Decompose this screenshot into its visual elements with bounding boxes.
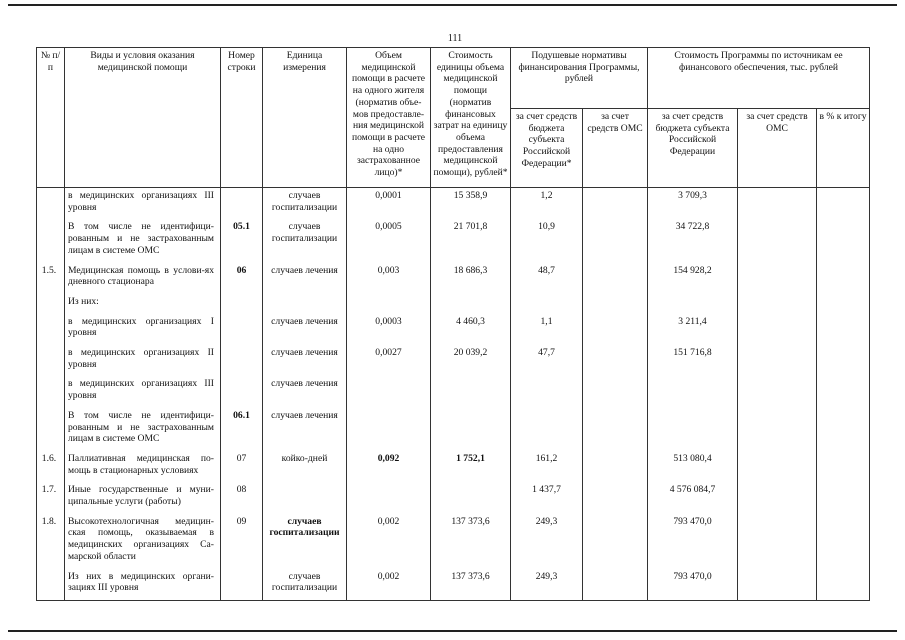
- cell-row: 09: [221, 514, 263, 569]
- table-row: [37, 314, 870, 345]
- cell-pc-budget: 1 437,7: [511, 482, 583, 513]
- cell-pc-budget: 10,9: [511, 219, 583, 262]
- cell-no: [37, 408, 65, 451]
- cell-prog-pct: [817, 451, 870, 482]
- cell-name: в медицинских организациях III уровня: [65, 188, 221, 220]
- cell-row: [221, 345, 263, 376]
- cell-name: Иные государственные и муни-ципальные услуги (работы): [65, 482, 221, 513]
- cell-prog-oms: [738, 294, 817, 314]
- cell-pc-budget: 1,2: [511, 188, 583, 220]
- cell-prog-pct: [817, 514, 870, 569]
- cell-volume: [347, 408, 431, 451]
- cell-prog-pct: [817, 376, 870, 407]
- cell-unit: случаев госпитализации: [263, 514, 347, 569]
- cell-no: [37, 569, 65, 601]
- cell-unit: койко-дней: [263, 451, 347, 482]
- cell-prog-oms: [738, 219, 817, 262]
- cell-volume: [347, 482, 431, 513]
- cell-unit: случаев лечения: [263, 314, 347, 345]
- cell-prog-budget: [648, 376, 738, 407]
- cell-prog-oms: [738, 376, 817, 407]
- table-row: [37, 294, 870, 314]
- cell-prog-budget: 793 470,0: [648, 514, 738, 569]
- cell-unit: [263, 482, 347, 513]
- cell-row: [221, 314, 263, 345]
- page-number: 111: [447, 33, 463, 44]
- cell-cost: 4 460,3: [431, 314, 511, 345]
- cell-unit: случаев госпитализации: [263, 219, 347, 262]
- cell-pc-budget: [511, 294, 583, 314]
- cell-pc-oms: [583, 314, 648, 345]
- table-row: [37, 263, 870, 294]
- cell-pc-budget: [511, 376, 583, 407]
- cell-pc-oms: [583, 345, 648, 376]
- cell-prog-oms: [738, 345, 817, 376]
- cell-prog-oms: [738, 451, 817, 482]
- cell-no: [37, 314, 65, 345]
- cell-prog-pct: [817, 188, 870, 220]
- cell-volume: [347, 376, 431, 407]
- cell-pc-oms: [583, 294, 648, 314]
- cell-name: в медицинских организациях II уровня: [65, 345, 221, 376]
- cell-cost: 1 752,1: [431, 451, 511, 482]
- header-prog-pct: в % к итогу: [817, 109, 870, 188]
- cell-prog-budget: 34 722,8: [648, 219, 738, 262]
- cell-unit: случаев лечения: [263, 263, 347, 294]
- header-pc-budget: за счет средств бюджета субъекта Российской Федерации*: [511, 109, 583, 188]
- cell-no: [37, 219, 65, 262]
- program-cost-table: [36, 47, 870, 601]
- header-types: Виды и условия оказания медицинской помощи: [65, 48, 221, 188]
- header-cost: Стоимость единицы объема медицинской помощи (норматив финансовых затрат на единицу объема предоставления медицинской помощи), рублей*: [431, 48, 511, 188]
- cell-prog-pct: [817, 408, 870, 451]
- cell-pc-budget: [511, 408, 583, 451]
- cell-prog-pct: [817, 314, 870, 345]
- cell-cost: 137 373,6: [431, 514, 511, 569]
- cell-name: Из них:: [65, 294, 221, 314]
- cell-prog-budget: 3 709,3: [648, 188, 738, 220]
- cell-pc-oms: [583, 514, 648, 569]
- cell-row: [221, 569, 263, 601]
- cell-no: [37, 294, 65, 314]
- cell-cost: [431, 408, 511, 451]
- cell-pc-budget: 249,3: [511, 569, 583, 601]
- table-row: [37, 188, 870, 220]
- cell-prog-oms: [738, 569, 817, 601]
- cell-cost: 20 039,2: [431, 345, 511, 376]
- table-row: [37, 345, 870, 376]
- table-row: [37, 569, 870, 601]
- cell-prog-oms: [738, 188, 817, 220]
- cell-name: В том числе не идентифици-рованным и не застрахованным лицам в системе ОМС: [65, 219, 221, 262]
- cell-no: [37, 188, 65, 220]
- cell-no: [37, 345, 65, 376]
- cell-prog-pct: [817, 482, 870, 513]
- cell-prog-pct: [817, 219, 870, 262]
- cell-volume: 0,0003: [347, 314, 431, 345]
- cell-unit: случаев лечения: [263, 345, 347, 376]
- header-no: № п/п: [37, 48, 65, 188]
- header-row-number: Номер строки: [221, 48, 263, 188]
- cell-prog-pct: [817, 263, 870, 294]
- cell-row: 06: [221, 263, 263, 294]
- cell-unit: [263, 294, 347, 314]
- cell-pc-oms: [583, 451, 648, 482]
- cell-prog-oms: [738, 514, 817, 569]
- cell-volume: 0,092: [347, 451, 431, 482]
- cell-prog-budget: [648, 408, 738, 451]
- cell-pc-budget: 249,3: [511, 514, 583, 569]
- cell-name: Медицинская помощь в услови-ях дневного стационара: [65, 263, 221, 294]
- cell-name: в медицинских организациях I уровня: [65, 314, 221, 345]
- cell-prog-budget: 513 080,4: [648, 451, 738, 482]
- header-unit: Единица измерения: [263, 48, 347, 188]
- cell-no: 1.6.: [37, 451, 65, 482]
- cell-prog-budget: 154 928,2: [648, 263, 738, 294]
- cell-name: Высокотехнологичная медицин-ская помощь, оказываемая в медицинских организациях Са-марской области: [65, 514, 221, 569]
- cell-cost: [431, 294, 511, 314]
- cell-pc-oms: [583, 408, 648, 451]
- cell-cost: [431, 376, 511, 407]
- table-row: [37, 451, 870, 482]
- cell-row: 06.1: [221, 408, 263, 451]
- cell-unit: случаев лечения: [263, 408, 347, 451]
- cell-prog-oms: [738, 263, 817, 294]
- table-row: [37, 482, 870, 513]
- header-prog-oms: за счет средств ОМС: [738, 109, 817, 188]
- cell-prog-budget: 3 211,4: [648, 314, 738, 345]
- cell-prog-pct: [817, 294, 870, 314]
- cell-pc-oms: [583, 263, 648, 294]
- cell-volume: 0,0001: [347, 188, 431, 220]
- cell-row: 07: [221, 451, 263, 482]
- cell-pc-oms: [583, 376, 648, 407]
- header-prog-budget: за счет средств бюджета субъекта Российской Федерации: [648, 109, 738, 188]
- header-program-cost: Стоимость Программы по источникам ее финансового обеспечения, тыс. рублей: [648, 48, 870, 109]
- table-row: [37, 514, 870, 569]
- cell-volume: 0,0005: [347, 219, 431, 262]
- cell-cost: 18 686,3: [431, 263, 511, 294]
- cell-pc-budget: 48,7: [511, 263, 583, 294]
- table-row: [37, 376, 870, 407]
- cell-row: [221, 294, 263, 314]
- cell-row: [221, 376, 263, 407]
- cell-prog-budget: 793 470,0: [648, 569, 738, 601]
- cell-cost: 21 701,8: [431, 219, 511, 262]
- cell-row: 05.1: [221, 219, 263, 262]
- cell-no: 1.7.: [37, 482, 65, 513]
- cell-name: В том числе не идентифици-рованным и не застрахованным лицам в системе ОМС: [65, 408, 221, 451]
- table-body: [37, 188, 870, 601]
- cell-pc-oms: [583, 482, 648, 513]
- cell-prog-budget: [648, 294, 738, 314]
- table-row: [37, 219, 870, 262]
- header-per-capita: Подушевые нормативы финансирования Программы, рублей: [511, 48, 648, 109]
- cell-cost: 15 358,9: [431, 188, 511, 220]
- cell-cost: [431, 482, 511, 513]
- cell-prog-oms: [738, 408, 817, 451]
- table-row: [37, 408, 870, 451]
- bottom-rule: [8, 630, 897, 632]
- top-rule: [8, 4, 897, 6]
- cell-prog-pct: [817, 569, 870, 601]
- cell-prog-pct: [817, 345, 870, 376]
- cell-name: в медицинских организациях III уровня: [65, 376, 221, 407]
- cell-cost: 137 373,6: [431, 569, 511, 601]
- cell-prog-oms: [738, 482, 817, 513]
- cell-unit: случаев госпитализации: [263, 569, 347, 601]
- cell-volume: 0,003: [347, 263, 431, 294]
- cell-no: 1.8.: [37, 514, 65, 569]
- cell-pc-budget: 161,2: [511, 451, 583, 482]
- cell-row: 08: [221, 482, 263, 513]
- cell-pc-budget: 1,1: [511, 314, 583, 345]
- cell-volume: [347, 294, 431, 314]
- cell-no: [37, 376, 65, 407]
- cell-pc-oms: [583, 219, 648, 262]
- cell-no: 1.5.: [37, 263, 65, 294]
- cell-pc-oms: [583, 569, 648, 601]
- cell-row: [221, 188, 263, 220]
- cell-prog-budget: 4 576 084,7: [648, 482, 738, 513]
- cell-pc-oms: [583, 188, 648, 220]
- header-volume: Объем медицинской помощи в расчете на одного жителя (норматив объе-мов предоставле-ния медицинской помощи в расчете на одно застрахованное лицо)*: [347, 48, 431, 188]
- cell-volume: 0,002: [347, 569, 431, 601]
- cell-pc-budget: 47,7: [511, 345, 583, 376]
- cell-volume: 0,0027: [347, 345, 431, 376]
- cell-prog-budget: 151 716,8: [648, 345, 738, 376]
- header-pc-oms: за счет средств ОМС: [583, 109, 648, 188]
- cell-prog-oms: [738, 314, 817, 345]
- cell-name: Из них в медицинских органи-зациях III уровня: [65, 569, 221, 601]
- cell-name: Паллиативная медицинская по-мощь в стационарных условиях: [65, 451, 221, 482]
- cell-unit: случаев лечения: [263, 376, 347, 407]
- cell-volume: 0,002: [347, 514, 431, 569]
- cell-unit: случаев госпитализации: [263, 188, 347, 220]
